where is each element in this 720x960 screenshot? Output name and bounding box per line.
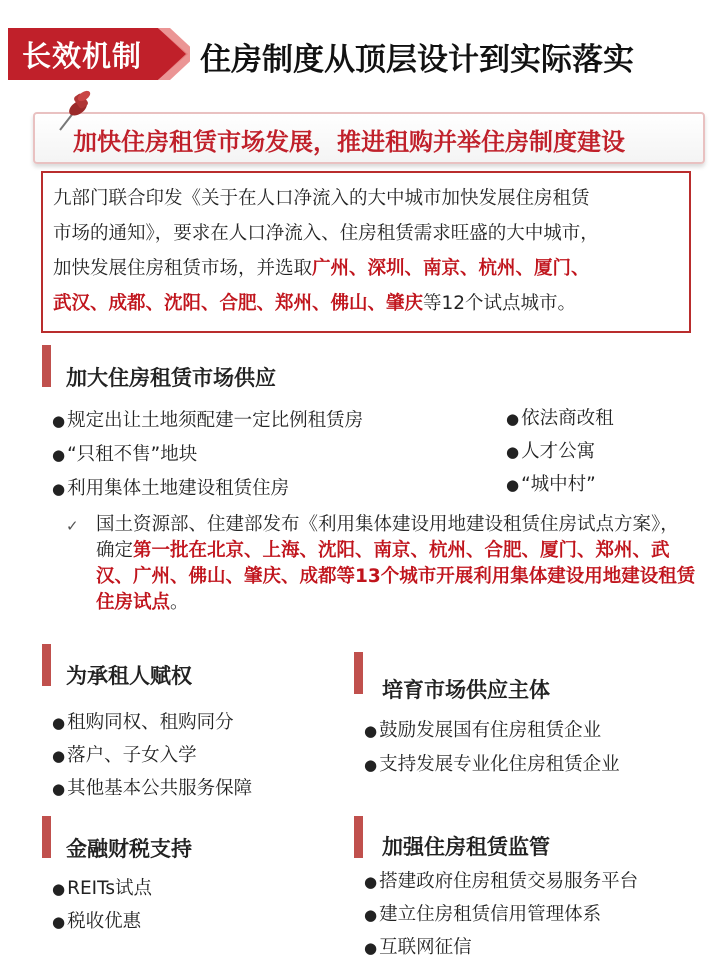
push-pin-icon [54,90,94,138]
list-item: ● “城中村” [506,474,596,495]
bullet-dot-icon: ● [364,906,378,924]
pilot-cities: 武汉、成都、沈阳、合肥、郑州、佛山、肇庆 [53,293,424,314]
list-item: ● 互联网征信 [364,937,472,958]
bullet-dot-icon: ● [52,480,66,498]
bullet-dot-icon: ● [52,412,66,430]
list-item: ● 落户、子女入学 [52,745,197,766]
list-item: ● 租购同权、租购同分 [52,712,234,733]
bullet-dot-icon: ● [364,873,378,891]
section-bar [42,345,51,387]
section-title: 金融财税支持 [66,837,192,861]
bullet-dot-icon: ● [364,939,378,957]
bullet-dot-icon: ● [52,747,66,765]
check-icon: ✓ [66,517,79,535]
bullet-dot-icon: ● [52,446,66,464]
list-item: ● 其他基本公共服务保障 [52,778,253,799]
bullet-dot-icon: ● [52,880,66,898]
intro-box [41,171,691,333]
banner [33,112,705,164]
section-title: 为承租人赋权 [66,664,192,688]
intro-line: 市场的通知》，要求在人口净流入、住房租赁需求旺盛的大中城市， [53,223,599,244]
banner-text: 加快住房租赁市场发展，推进租购并举住房制度建设 [73,128,625,156]
section-tag [8,24,190,84]
bullet-dot-icon: ● [52,780,66,798]
bullet-dot-icon: ● [52,913,66,931]
section-bar [42,816,51,858]
list-item: ● 鼓励发展国有住房租赁企业 [364,720,602,741]
bullet-dot-icon: ● [52,714,66,732]
section-title: 培育市场供应主体 [382,678,550,702]
pilot-cities: 广州、深圳、南京、杭州、厦门、 [312,258,590,279]
bullet-dot-icon: ● [506,410,520,428]
list-item: ● 依法商改租 [506,408,614,429]
page-title: 住房制度从顶层设计到实际落实 [200,42,634,78]
pilot-note: 国土资源部、住建部发布《利用集体建设用地建设租赁住房试点方案》，确定第一批在北京、上海、沈阳、南京、杭州、合肥、厦门、郑州、武汉、广州、佛山、肇庆、成都等13个城市开展利用集体建设用地建设租赁住房试点。 [96,514,696,613]
list-item: ● 建立住房租赁信用管理体系 [364,904,602,925]
bullet-dot-icon: ● [364,756,378,774]
list-item: ● REITs试点 [52,878,152,899]
section-title: 加强住房租赁监管 [382,835,550,859]
tag-label: 长效机制 [22,39,143,73]
section-bar [354,816,363,858]
list-item: ● 规定出让土地须配建一定比例租赁房 [52,410,364,431]
list-item: ● 人才公寓 [506,441,596,462]
list-item: ● “只租不售”地块 [52,444,198,465]
list-item: ● 搭建政府住房租赁交易服务平台 [364,871,639,892]
section-bar [42,644,51,686]
section-title: 加大住房租赁市场供应 [66,366,276,390]
section-bar [354,652,363,694]
bullet-dot-icon: ● [506,476,520,494]
list-item: ● 税收优惠 [52,911,142,932]
intro-line: 加快发展住房租赁市场，并选取广州、深圳、南京、杭州、厦门、 [53,258,590,279]
bullet-dot-icon: ● [506,443,520,461]
list-item: ● 利用集体土地建设租赁住房 [52,478,290,499]
list-item: ● 支持发展专业化住房租赁企业 [364,754,620,775]
intro-line: 九部门联合印发《关于在人口净流入的大中城市加快发展住房租赁 [53,188,590,209]
bullet-dot-icon: ● [364,722,378,740]
intro-line: 武汉、成都、沈阳、合肥、郑州、佛山、肇庆等12个试点城市。 [53,293,577,314]
